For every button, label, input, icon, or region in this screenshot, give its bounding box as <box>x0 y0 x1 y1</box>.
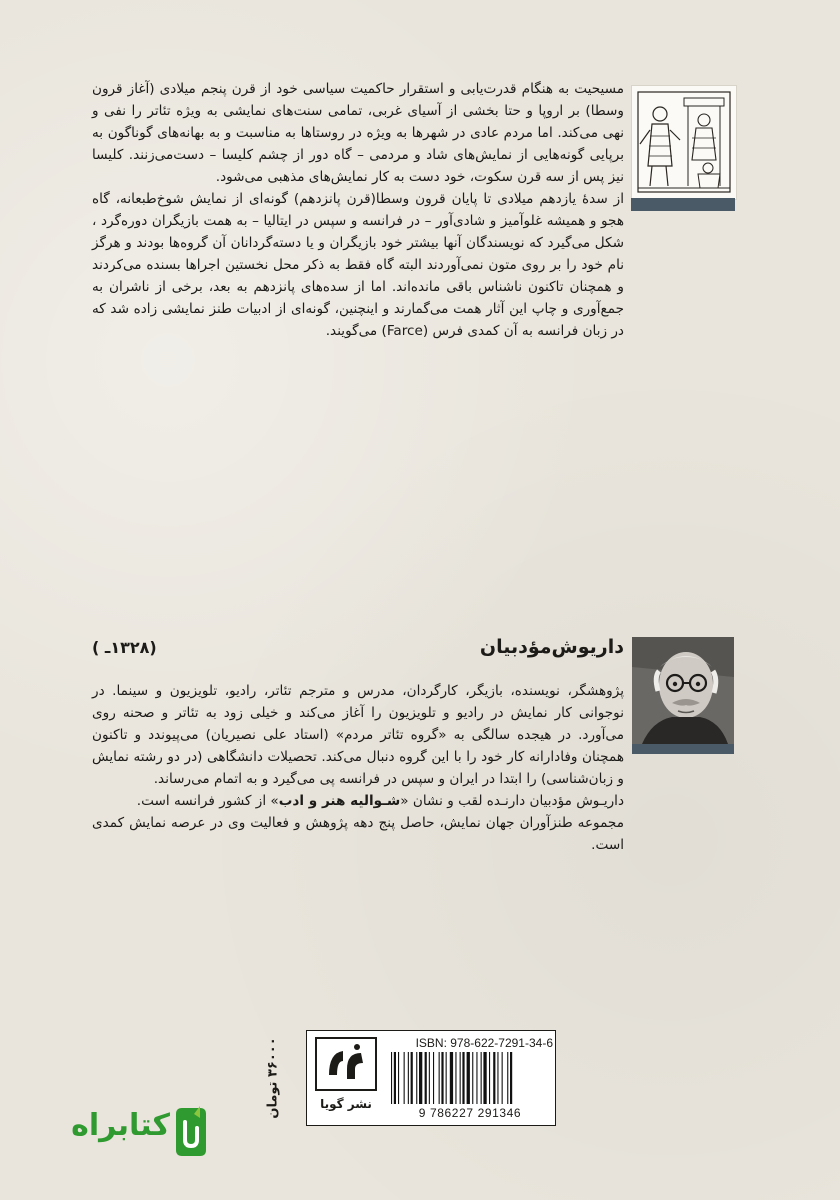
barcode-bar <box>411 1052 413 1104</box>
barcode-bar <box>460 1052 461 1104</box>
price-label <box>258 1030 288 1126</box>
author-bio-paragraph-1: پژوهشگر، نویسنده، بازیگر، کارگردان، مدرس و مترجم تئاتر، رادیو، تلویزیون و سینما. در نوجوانی کار نمایش در رادیو و تلویزیون را آغاز می‌کند و خیلی زود به تئاتر و صحنه روی می‌آورد. در هیجده سالگی به «گروه تئاتر مردم» (استاد علی نصیریان) می‌پیوندد و تاکنون همچنان وفادارانه کار خود را با این گروه دنبال می‌کند. تحصیلات دانشگاهی (در دو رشته نمایش و زبان‌شناسی) را ابتدا در ایران و سپس در فرانسه پی می‌گیرد و به اتمام می‌رساند. <box>92 683 624 787</box>
barcode-bar <box>439 1052 440 1104</box>
author-photo-accent-bar <box>632 744 734 754</box>
author-name: داریوش‌مؤدبیان <box>479 636 624 658</box>
barcode-bar <box>502 1052 503 1104</box>
barcode-bar <box>462 1052 464 1104</box>
woodcut-accent-bar <box>631 198 735 211</box>
barcode-digits: 9 786227 291346 <box>418 1106 522 1120</box>
publisher-logo-icon <box>315 1037 377 1091</box>
author-bio-award-suffix: » از کشور فرانسه است. <box>136 793 279 809</box>
author-bio <box>92 680 624 856</box>
author-bio-paragraph-3: مجموعه طنزآوران جهان نمایش، حاصل پنج دهه پژوهش و فعالیت وی در عرصه نمایش کمدی است. <box>92 815 624 853</box>
woodcut-illustration <box>631 85 737 200</box>
barcode-bar <box>472 1052 473 1104</box>
barcode-bar <box>481 1052 482 1104</box>
barcode-bar <box>441 1052 443 1104</box>
barcode-bar <box>398 1052 399 1104</box>
author-photo <box>632 637 734 744</box>
author-years: (۱۳۲۸ـ ) <box>92 638 157 657</box>
barcode-bar <box>497 1052 498 1104</box>
publisher-name: نشر گویا <box>320 1097 372 1111</box>
barcode-bar <box>391 1052 392 1104</box>
barcode-bar <box>425 1052 427 1104</box>
price-text: ۳۶۰۰۰ تومان <box>265 1037 281 1119</box>
ketabrah-book-icon <box>172 1104 210 1158</box>
history-text <box>92 78 624 342</box>
barcode-bar <box>467 1052 470 1104</box>
author-bio-award-title: شـوالیه هنر و ادب <box>278 793 401 809</box>
barcode-bar <box>493 1052 495 1104</box>
barcode-bar <box>455 1052 456 1104</box>
history-paragraph-2: از سدهٔ یازدهم میلادی تا پایان قرون وسطا(قرن پانزدهم) گونه‌ای از نمایش شوخ‌طبعانه، گاه هجو و همیشه غلوآمیز و شادی‌آور – در فرانسه و سپس در ایتالیا – به همت بازیگران دوره‌گرد ، شکل می‌گیرد که نویسندگان آنها بیشتر خود بازیگران و یا دسته‌گردانان آن گروه‌ها بودند و هرگز نام خود را بر روی متون نمی‌آوردند البته گاه فقط به ذکر محل نخستین اجراها بسنده می‌کردند و همچنان تاکنون ناشناس باقی مانده‌اند. اما از سده‌های پانزدهم به بعد، برخی از ناشران به جمع‌آوری و چاپ این آثار همت می‌گمارند و اینچنین، گونه‌ای از ادبیات طنز نمایشی زاده شد که در زبان فرانسه به آن کمدی فرس (Farce) می‌گویند. <box>92 191 624 339</box>
barcode-bar <box>489 1052 490 1104</box>
barcode-bar <box>419 1052 422 1104</box>
isbn-box <box>306 1030 556 1126</box>
history-paragraph-1: مسیحیت به هنگام قدرت‌یابی و استقرار حاکمیت سیاسی خود از قرن پنجم میلادی (آغاز قرون وسطا) بر اروپا و حتا بخشی از آسیای غربی، تمامی سنت‌های نمایشی به ویژه تئاتر را نفی و نهی می‌کند. اما مردم عادی در شهرها به ویژه در روستاها به مناسبت و به بهانه‌های گوناگون به برپایی گونه‌هایی از نمایش‌های شاد و مردمی – گاه دور از چشم کلیسا – دست‌می‌زنند. کلیسا نیز پس از سه قرن سکوت، خود دست به کار نمایش‌های مذهبی می‌شود. <box>92 81 624 185</box>
barcode-bar <box>507 1052 508 1104</box>
ketabrah-logo <box>40 1102 210 1160</box>
barcode-bar <box>450 1052 453 1104</box>
isbn-label: ISBN: 978-622-7291-34-6 <box>415 1036 553 1050</box>
barcode-bar <box>510 1052 512 1104</box>
barcode-bar <box>433 1052 434 1104</box>
barcode-bar <box>483 1052 486 1104</box>
publisher-mark <box>311 1035 381 1121</box>
barcode-bar <box>404 1052 405 1104</box>
barcode-bar <box>429 1052 430 1104</box>
barcode-bar <box>408 1052 409 1104</box>
barcode <box>389 1052 551 1104</box>
author-header <box>92 636 624 668</box>
barcode-bar <box>446 1052 447 1104</box>
author-bio-award-prefix: داریـوش مؤدبیان دارنـده لقب و نشان « <box>400 793 624 809</box>
barcode-bar <box>416 1052 417 1104</box>
author-bio-paragraph-2 <box>92 790 624 812</box>
barcode-bar <box>394 1052 396 1104</box>
ketabrah-wordmark: کتابراه <box>71 1108 170 1143</box>
barcode-bar <box>476 1052 477 1104</box>
